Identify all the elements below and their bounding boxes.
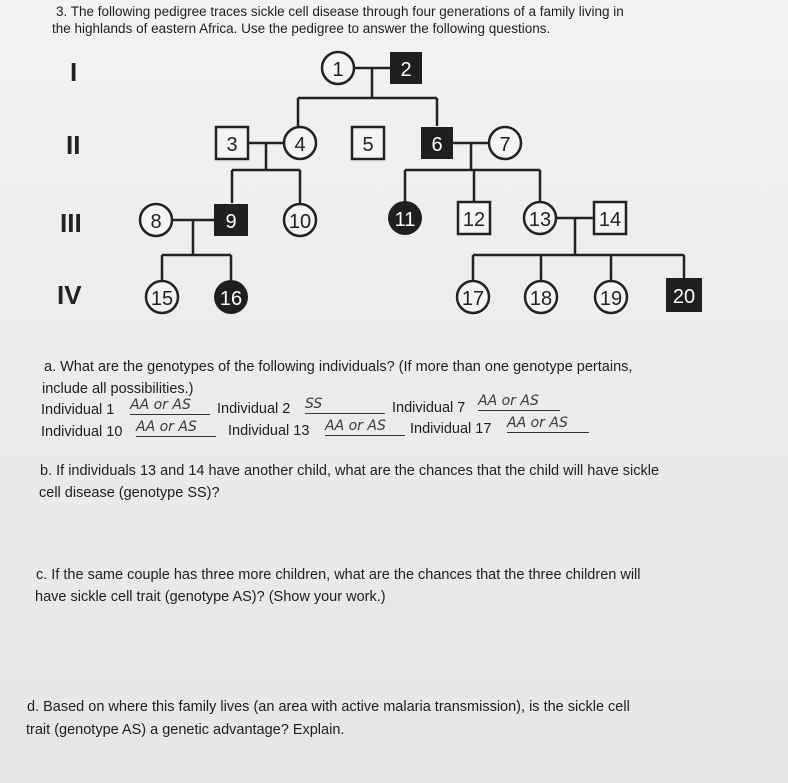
individual-10-answer: AA or AS bbox=[136, 418, 216, 437]
question-3-line-1: 3. The following pedigree traces sickle cell disease through four generations of a family living in bbox=[56, 4, 624, 19]
individual-label-10: 10 bbox=[288, 211, 312, 233]
part-d-line-2: trait (genotype AS) a genetic advantage? Explain. bbox=[26, 722, 345, 738]
individual-1-answer: AA or AS bbox=[130, 396, 210, 415]
individual-17-answer: AA or AS bbox=[507, 414, 589, 433]
individual-label-15: 15 bbox=[150, 288, 174, 310]
individual-13-label: Individual 13 bbox=[228, 423, 310, 439]
individual-label-14: 14 bbox=[598, 209, 622, 231]
individual-label-20: 20 bbox=[672, 286, 696, 308]
individual-10-label: Individual 10 bbox=[41, 424, 123, 440]
individual-label-6: 6 bbox=[431, 134, 443, 156]
individual-label-5: 5 bbox=[362, 134, 374, 156]
individual-label-19: 19 bbox=[599, 288, 623, 310]
individual-label-16: 16 bbox=[219, 288, 243, 310]
generation-label-4: IV bbox=[57, 280, 82, 310]
pedigree-chart bbox=[0, 0, 788, 330]
part-d-line-1: d. Based on where this family lives (an area with active malaria transmission), is the sickle cell bbox=[27, 699, 630, 715]
part-c-line-2: have sickle cell trait (genotype AS)? (Show your work.) bbox=[35, 589, 386, 605]
individual-17-label: Individual 17 bbox=[410, 421, 492, 437]
individual-label-8: 8 bbox=[150, 211, 162, 233]
individual-label-9: 9 bbox=[225, 211, 237, 233]
individual-label-3: 3 bbox=[226, 134, 238, 156]
individual-1-label: Individual 1 bbox=[41, 402, 115, 418]
individual-13-answer: AA or AS bbox=[325, 417, 405, 436]
individual-label-1: 1 bbox=[332, 59, 344, 81]
pedigree-lines bbox=[162, 68, 684, 280]
question-3-line-2: the highlands of eastern Africa. Use the pedigree to answer the following questions. bbox=[52, 21, 551, 36]
part-a-line-1: a. What are the genotypes of the following individuals? (If more than one genotype pertains, bbox=[44, 359, 633, 375]
individual-2-label: Individual 2 bbox=[217, 401, 291, 417]
individual-7-answer: AA or AS bbox=[478, 392, 560, 411]
generation-label-1: I bbox=[70, 57, 78, 87]
individual-label-11: 11 bbox=[394, 209, 416, 231]
individual-label-2: 2 bbox=[400, 59, 412, 81]
individual-label-4: 4 bbox=[294, 134, 306, 156]
part-b-line-1: b. If individuals 13 and 14 have another child, what are the chances that the child will have sickle bbox=[40, 463, 660, 479]
individual-label-7: 7 bbox=[499, 134, 511, 156]
generation-label-3: III bbox=[60, 208, 82, 238]
part-a-line-2: include all possibilities.) bbox=[42, 381, 194, 397]
individual-label-17: 17 bbox=[461, 288, 485, 310]
part-c-line-1: c. If the same couple has three more children, what are the chances that the three children will bbox=[36, 567, 641, 583]
individual-label-18: 18 bbox=[529, 288, 553, 310]
individual-label-13: 13 bbox=[528, 209, 552, 231]
generation-label-2: II bbox=[66, 130, 81, 160]
individual-7-label: Individual 7 bbox=[392, 400, 466, 416]
individual-label-12: 12 bbox=[462, 209, 486, 231]
part-b-line-2: cell disease (genotype SS)? bbox=[39, 485, 220, 501]
individual-2-answer: SS bbox=[305, 395, 385, 414]
